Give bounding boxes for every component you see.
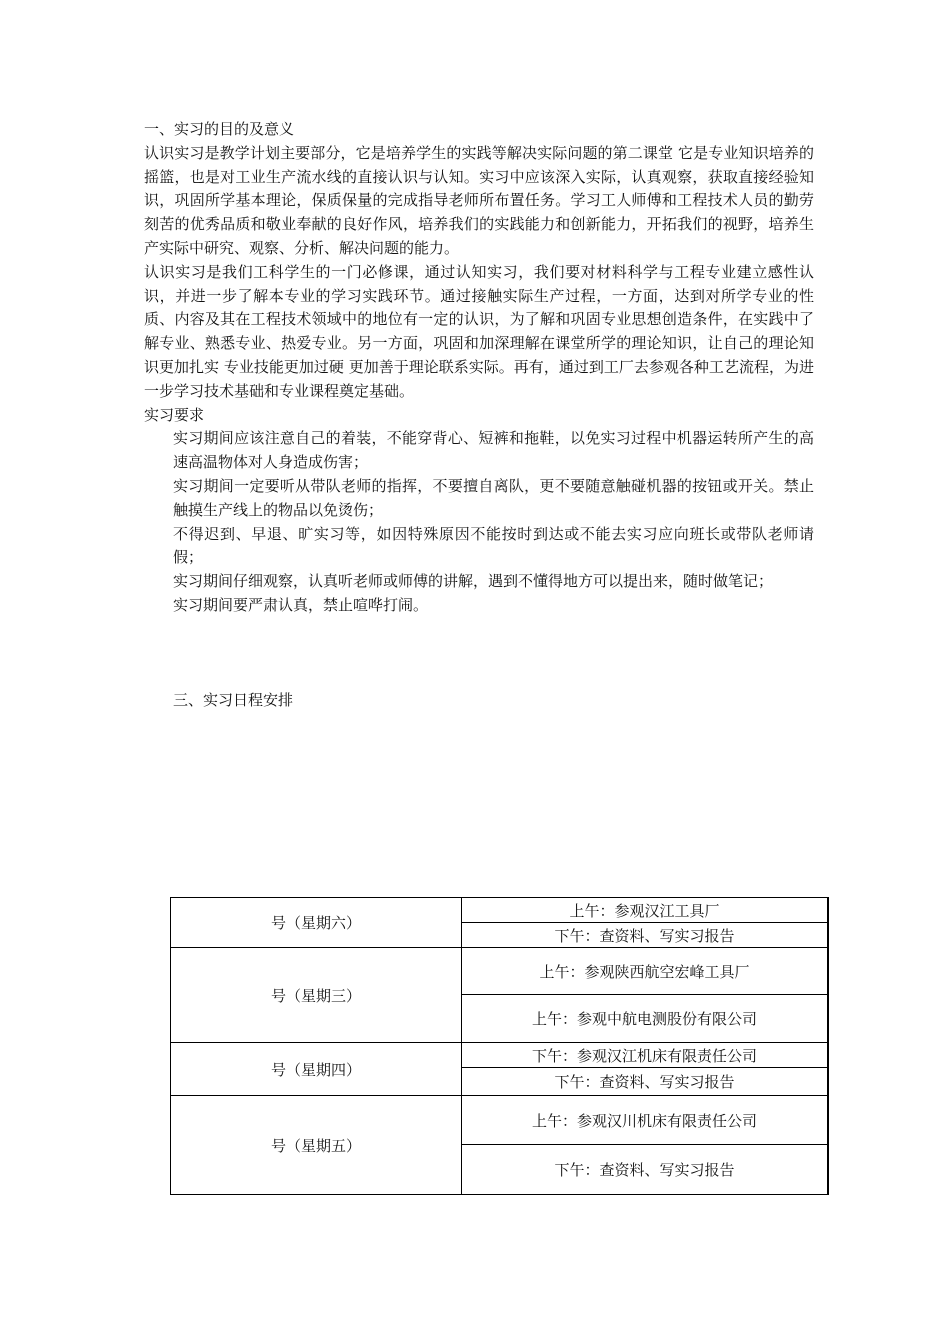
- table-row: [171, 1043, 829, 1068]
- schedule-activity-cell: 下午：查资料、写实习报告: [462, 1068, 829, 1096]
- schedule-activity-cell: 上午：参观中航电测股份有限公司: [462, 995, 829, 1043]
- section1-heading: 一、实习的目的及意义: [144, 120, 295, 138]
- section1-paragraph: 认识实习是教学计划主要部分，它是培养学生的实践等解决实际问题的第二课堂 它是专业知识培养的摇篮，也是对工业生产流水线的直接认识与认知。实习中应该深入实际，认真观察，获取直接经验知识，巩固所学基本理论，保质保量的完成指导老师所布置任务。学习工人师傅和工程技术人员的勤劳刻苦的优秀品质和敬业奉献的良好作风，培养我们的实践能力和创新能力，开拓我们的视野，培养生产实际中研究、观察、分析、解决问题的能力。: [144, 143, 814, 257]
- requirement-item: 实习期间要严肃认真，禁止喧哗打闹。: [173, 595, 429, 614]
- requirement-item: 不得迟到、早退、旷实习等，如因特殊原因不能按时到达或不能去实习应向班长或带队老师请假；: [173, 524, 814, 567]
- main-text-block: [144, 118, 814, 618]
- schedule-activity-cell: 上午：参观汉川机床有限责任公司: [462, 1096, 829, 1145]
- schedule-day-cell: 号（星期六）: [171, 898, 462, 948]
- table-row: [171, 1096, 829, 1145]
- table-row: [171, 948, 829, 995]
- table-row: [171, 898, 829, 923]
- requirement-item: 实习期间应该注意自己的着装，不能穿背心、短裤和拖鞋，以免实习过程中机器运转所产生的高速高温物体对人身造成伤害；: [173, 429, 814, 472]
- schedule-day-cell: 号（星期三）: [171, 948, 462, 1043]
- section1-paragraph: 认识实习是我们工科学生的一门必修课，通过认知实习，我们要对材料科学与工程专业建立感性认识，并进一步了解本专业的学习实践环节。通过接触实际生产过程，一方面，达到对所学专业的性质、内容及其在工程技术领域中的地位有一定的认识，为了解和巩固专业思想创造条件，在实践中了解专业、熟悉专业、热爱专业。另一方面，巩固和加深理解在课堂所学的理论知识，让自己的理论知识更加扎实 专业技能更加过硬 更加善于理论联系实际。再有，通过到工厂去参观各种工艺流程，为进一步学习技术基础和专业课程奠定基础。: [144, 262, 814, 400]
- requirement-item: 实习期间一定要听从带队老师的指挥，不要擅自离队，更不要随意触碰机器的按钮或开关。禁止触摸生产线上的物品以免烫伤；: [173, 476, 814, 519]
- schedule-day-cell: 号（星期四）: [171, 1043, 462, 1096]
- schedule-table: [170, 897, 829, 1195]
- schedule-activity-cell: 上午：参观陕西航空宏峰工具厂: [462, 948, 829, 995]
- schedule-activity-cell: 下午：查资料、写实习报告: [462, 1145, 829, 1195]
- requirement-item: 实习期间仔细观察，认真听老师或师傅的讲解，遇到不懂得地方可以提出来，随时做笔记；: [173, 572, 774, 591]
- schedule-activity-cell: 下午：参观汉江机床有限责任公司: [462, 1043, 829, 1068]
- schedule-day-cell: 号（星期五）: [171, 1096, 462, 1195]
- schedule-activity-cell: 下午：查资料、写实习报告: [462, 923, 829, 948]
- section3-heading: 三、实习日程安排: [173, 691, 294, 709]
- requirements-list: [144, 427, 814, 617]
- schedule-activity-cell: 上午：参观汉江工具厂: [462, 898, 829, 923]
- section2-heading: 实习要求: [144, 405, 205, 424]
